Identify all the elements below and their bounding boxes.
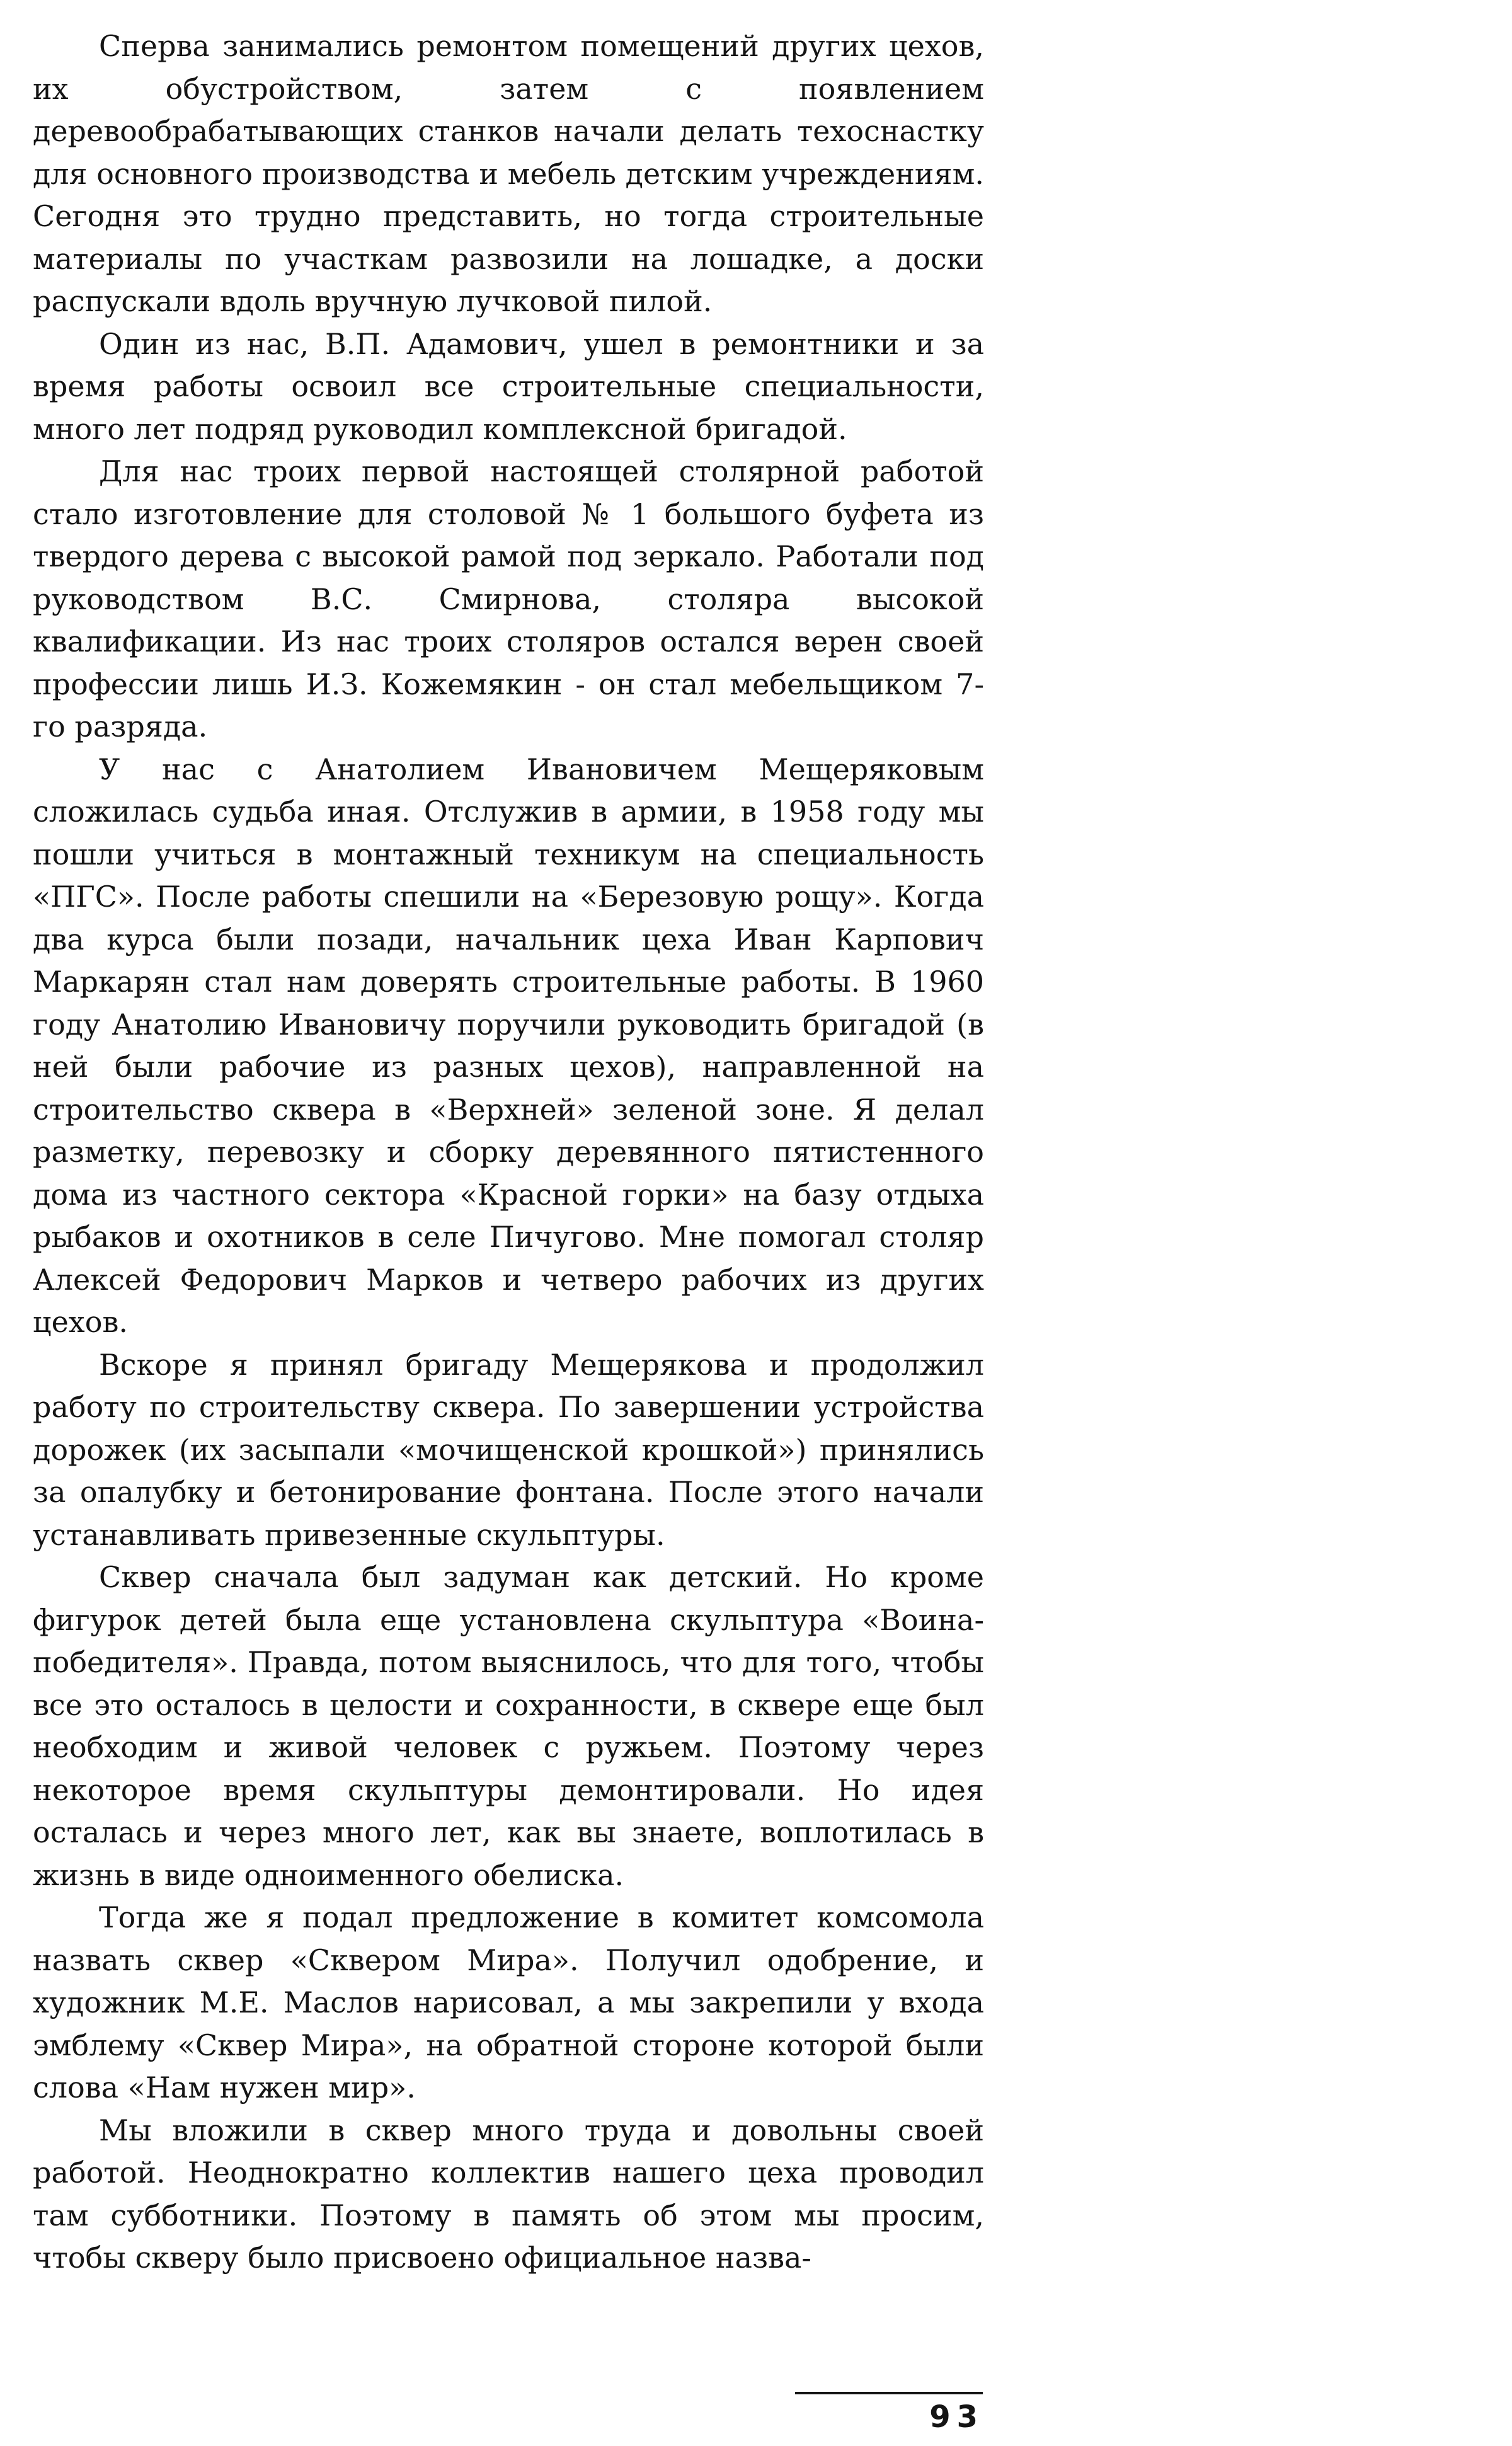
paragraph: Вскоре я принял бригаду Мещерякова и продолжил работу по строительству сквера. По завершении устройства дорожек (их засыпали «мочищенской крошкой») принялись за опалубку и бетонирование фонтана. После этого начали устанавливать привезенные скульптуры. [33, 1347, 984, 1552]
paragraph: Для нас троих первой настоящей столярной работой стало изготовление для столовой № 1 большого буфета из твердого дерева с высокой рамой под зеркало. Работали под руководством В.С. Смирнова, столяра высокой квалификации. Из нас троих столяров остался верен своей профессии лишь И.З. Кожемякин - он стал мебельщиком 7-го разряда. [33, 454, 984, 744]
paragraph: Сперва занимались ремонтом помещений других цехов, их обустройством, затем с появлением деревообрабатывающих станков начали делать техоснастку для основного производства и мебель детским учреждениям. Сегодня это трудно представить, но тогда строительные материалы по участкам развозили на лошадке, а доски распускали вдоль вручную лучковой пилой. [33, 29, 984, 318]
paragraph: Мы вложили в сквер много труда и довольны своей работой. Неоднократно коллектив нашего цеха проводил там субботники. Поэтому в память об этом мы просим, чтобы скверу было присвоено официальное назва- [33, 2113, 984, 2275]
body-text [33, 25, 984, 2280]
paragraph: Тогда же я подал предложение в комитет комсомола назвать сквер «Сквером Мира». Получил одобрение, и художник М.Е. Маслов нарисовал, а мы закрепили у входа эмблему «Сквер Мира», на обратной стороне которой были слова «Нам нужен мир». [33, 1900, 984, 2104]
page-number: 93 [929, 2399, 984, 2435]
footer-rule [795, 2392, 983, 2394]
paragraph: У нас с Анатолием Ивановичем Мещеряковым сложилась судьба иная. Отслужив в армии, в 1958 году мы пошли учиться в монтажный техникум на специальность «ПГС». После работы спешили на «Березовую рощу». Когда два курса были позади, начальник цеха Иван Карпович Маркарян стал нам доверять строительные работы. В 1960 году Анатолию Ивановичу поручили руководить бригадой (в ней были рабочие из разных цехов), направленной на строительство сквера в «Верхней» зеленой зоне. Я делал разметку, перевозку и сборку деревянного пятистенного дома из частного сектора «Красной горки» на базу отдыха рыбаков и охотников в селе Пичугово. Мне помогал столяр Алексей Федорович Марков и четверо рабочих из других цехов. [33, 752, 984, 1339]
paragraph: Сквер сначала был задуман как детский. Но кроме фигурок детей была еще установлена скульптура «Воина-победителя». Правда, потом выяснилось, что для того, чтобы все это осталось в целости и сохранности, в сквере еще был необходим и живой человек с ружьем. Поэтому через некоторое время скульптуры демонтировали. Но идея осталась и через много лет, как вы знаете, воплотилась в жизнь в виде одноименного обелиска. [33, 1560, 984, 1892]
paragraph: Один из нас, В.П. Адамович, ушел в ремонтники и за время работы освоил все строительные специальности, много лет подряд руководил комплексной бригадой. [33, 326, 984, 446]
